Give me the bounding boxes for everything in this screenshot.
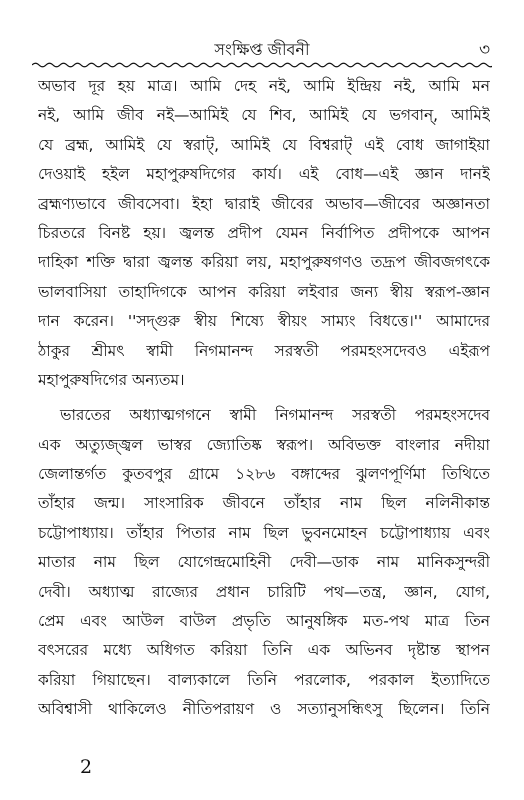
paragraph-1 — [38, 72, 490, 395]
wavy-rule-divider — [32, 61, 492, 69]
text-line: ভালবাসিয়া তাহাদিগকে আপন করিয়া লইবার জন্য স্বীয় স্বরূপ-জ্ঞান — [38, 282, 490, 301]
text-line: করিয়া গিয়াছেন। বাল্যকালে তিনি পরলোক, পরকাল ইত্যাদিতে — [38, 670, 490, 689]
text-line: দেওয়াই হইল মহাপুরুষদিগের কার্য। এই বোধ—এই জ্ঞান দানই — [38, 165, 490, 184]
text-line: যে ব্রহ্ম, আমিই যে স্বরাট্, আমিই যে বিশ্বরাট্ এই বোধ জাগাইয়া — [38, 135, 490, 154]
text-line: ঠাকুর শ্রীমৎ স্বামী নিগমানন্দ সরস্বতী পরমহংসদেবও এইরূপ — [38, 341, 490, 360]
text-line: দাহিকা শক্তি দ্বারা জ্বলন্ত করিয়া লয়, মহাপুরুষগণও তদ্রূপ জীবজগৎকে — [38, 253, 490, 272]
text-line: ভারতের অধ্যাত্মগগনে স্বামী নিগমানন্দ সরস্বতী পরমহংসদেব — [60, 406, 490, 425]
text-line: ব্রহ্মণ্যভাবে জীবসেবা। ইহা দ্বারাই জীবের অভাব—জীবের অজ্ঞানতা — [38, 194, 490, 213]
running-title: সংক্ষিপ্ত জীবনী — [214, 40, 310, 59]
folio-number: 2 — [80, 756, 93, 778]
body-text — [38, 72, 490, 725]
text-line: চিরতরে বিনষ্ট হয়। জ্বলন্ত প্রদীপ যেমন নির্বাপিত প্রদীপকে আপন — [38, 223, 490, 242]
text-line: মাতার নাম ছিল যোগেন্দ্রমোহিনী দেবী—ডাক নাম মানিকসুন্দরী — [38, 553, 490, 572]
text-line: তাঁহার জন্ম। সাংসারিক জীবনে তাঁহার নাম ছিল নলিনীকান্ত — [38, 494, 490, 513]
text-line: বৎসরের মধ্যে অধিগত করিয়া তিনি এক অভিনব দৃষ্টান্ত স্থাপন — [38, 641, 490, 660]
text-line: নই, আমি জীব নই—আমিই যে শিব, আমিই যে ভগবান্, আমিই — [38, 106, 490, 125]
text-line: জেলান্তর্গত কুতবপুর গ্রামে ১২৮৬ বঙ্গাব্দের ঝুলণপূর্ণিমা তিথিতে — [38, 465, 490, 484]
text-line: দান করেন। ''সদ্গুরু স্বীয় শিষ্যে স্বীয়ং সাম্যং বিধত্তে।'' আমাদের — [38, 312, 490, 331]
paragraph-2 — [38, 401, 490, 724]
text-line: প্রেম এবং আউল বাউল প্রভৃতি আনুষঙ্গিক মত-পথ মাত্র তিন — [38, 612, 490, 631]
text-line: চট্টোপাধ্যায়। তাঁহার পিতার নাম ছিল ভুবনমোহন চট্টোপাধ্যায় এবং — [38, 523, 490, 542]
text-line: দেবী। অধ্যাত্ম রাজ্যের প্রধান চারিটি পথ—তন্ত্র, জ্ঞান, যোগ, — [38, 582, 490, 601]
text-line: অভাব দূর হয় মাত্র। আমি দেহ নই, আমি ইন্দ্রিয় নই, আমি মন — [38, 77, 490, 95]
page-number: ৩ — [478, 40, 490, 60]
text-line: অবিশ্বাসী থাকিলেও নীতিপরায়ণ ও সত্যানুসন্ধিৎসু ছিলেন। তিনি — [38, 700, 490, 719]
text-line: এক অত্যুজ্জ্বল ভাস্বর জ্যোতিষ্ক স্বরূপ। অবিভক্ত বাংলার নদীয়া — [38, 435, 490, 454]
running-header — [0, 38, 524, 62]
text-line: মহাপুরুষদিগের অন্যতম। — [38, 370, 185, 389]
